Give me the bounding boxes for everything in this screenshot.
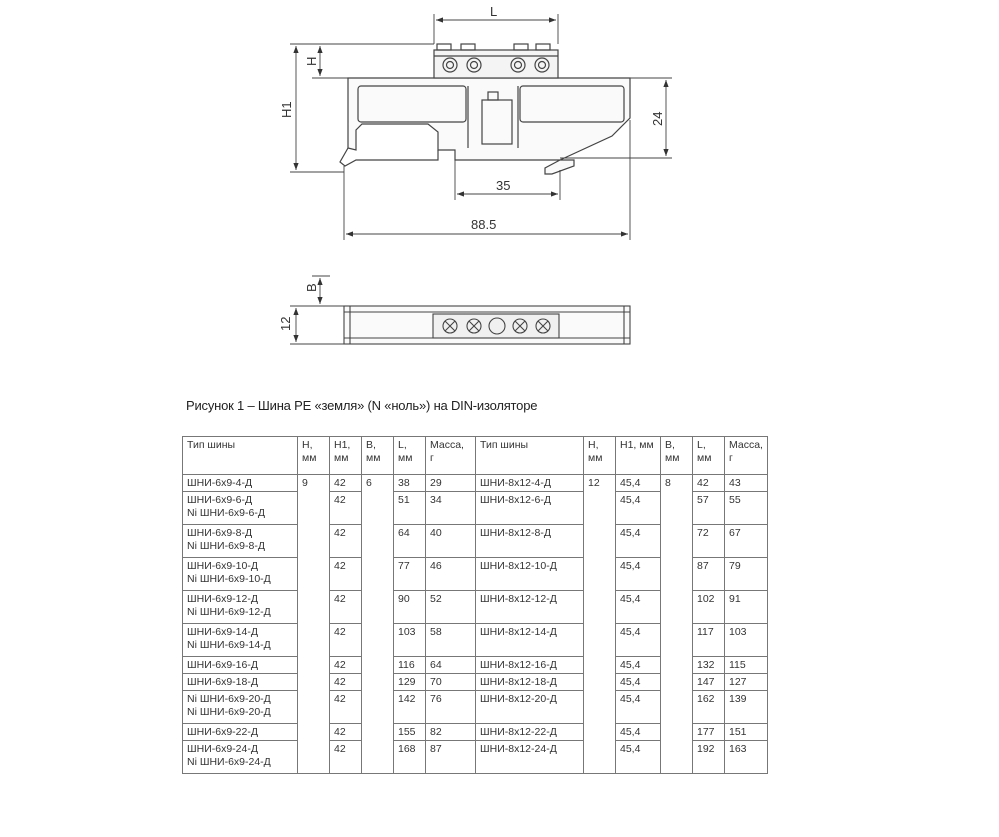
cell-l-left: 116: [394, 657, 426, 674]
header-mass-left: Масса, г: [426, 437, 476, 475]
cell-type-left: ШНИ-6х9-8-Д Ni ШНИ-6х9-8-Д: [183, 525, 298, 558]
cell-l-left: 77: [394, 558, 426, 591]
cell-b-left: 6: [362, 475, 394, 774]
cell-l-left: 51: [394, 492, 426, 525]
cell-l-right: 87: [693, 558, 725, 591]
header-h-left: H, мм: [298, 437, 330, 475]
cell-l-right: 192: [693, 741, 725, 774]
header-type-right: Тип шины: [476, 437, 584, 475]
cell-h1-left: 42: [330, 558, 362, 591]
top-view: [344, 306, 630, 344]
header-h-right: H, мм: [584, 437, 616, 475]
cell-h1-left: 42: [330, 724, 362, 741]
cell-type-left: ШНИ-6х9-12-Д Ni ШНИ-6х9-12-Д: [183, 591, 298, 624]
cell-mass-right: 55: [725, 492, 768, 525]
cell-mass-left: 87: [426, 741, 476, 774]
cell-mass-left: 58: [426, 624, 476, 657]
dim-label-12: 12: [278, 316, 293, 331]
cell-mass-left: 76: [426, 691, 476, 724]
cell-type-left: ШНИ-6х9-18-Д: [183, 674, 298, 691]
header-h1-right: H1, мм: [616, 437, 661, 475]
cell-l-right: 42: [693, 475, 725, 492]
screw-head: [514, 44, 528, 50]
busbar-block: [434, 50, 558, 78]
cell-h1-left: 42: [330, 657, 362, 674]
cell-h1-right: 45,4: [616, 674, 661, 691]
figure-caption: Рисунок 1 – Шина PE «земля» (N «ноль») на DIN-изоляторе: [186, 398, 538, 413]
cell-type-right: ШНИ-8х12-4-Д: [476, 475, 584, 492]
cell-h-right: 12: [584, 475, 616, 774]
cell-h1-right: 45,4: [616, 591, 661, 624]
cell-type-right: ШНИ-8х12-10-Д: [476, 558, 584, 591]
cell-h1-right: 45,4: [616, 558, 661, 591]
cell-type-left: ШНИ-6х9-4-Д: [183, 475, 298, 492]
cell-h1-left: 42: [330, 591, 362, 624]
dim-label-H: H: [304, 56, 319, 66]
cell-type-right: ШНИ-8х12-20-Д: [476, 691, 584, 724]
cell-type-left: ШНИ-6х9-22-Д: [183, 724, 298, 741]
cell-h1-right: 45,4: [616, 657, 661, 674]
cell-h1-right: 45,4: [616, 741, 661, 774]
cell-l-left: 38: [394, 475, 426, 492]
header-b-right: B, мм: [661, 437, 693, 475]
cell-l-right: 102: [693, 591, 725, 624]
cell-mass-right: 43: [725, 475, 768, 492]
cell-type-left: ШНИ-6х9-6-Д Ni ШНИ-6х9-6-Д: [183, 492, 298, 525]
cell-l-right: 147: [693, 674, 725, 691]
cell-type-right: ШНИ-8х12-14-Д: [476, 624, 584, 657]
dim-label-H1: H1: [279, 101, 294, 118]
cell-type-left: ШНИ-6х9-10-Д Ni ШНИ-6х9-10-Д: [183, 558, 298, 591]
cell-type-right: ШНИ-8х12-24-Д: [476, 741, 584, 774]
dim-label-35: 35: [496, 178, 511, 193]
cell-mass-left: 46: [426, 558, 476, 591]
table-row: [183, 475, 768, 492]
cell-h1-left: 42: [330, 624, 362, 657]
cell-mass-right: 139: [725, 691, 768, 724]
cell-type-left: ШНИ-6х9-16-Д: [183, 657, 298, 674]
cell-mass-left: 52: [426, 591, 476, 624]
screw-head: [536, 44, 550, 50]
front-view: [340, 44, 630, 174]
dim-label-24: 24: [650, 111, 665, 126]
header-mass-right: Масса, г: [725, 437, 768, 475]
cell-l-right: 132: [693, 657, 725, 674]
cell-mass-left: 82: [426, 724, 476, 741]
technical-drawing: [0, 0, 999, 395]
cell-mass-right: 91: [725, 591, 768, 624]
screw-head: [437, 44, 451, 50]
cell-h1-left: 42: [330, 741, 362, 774]
cell-h1-right: 45,4: [616, 624, 661, 657]
cell-h1-right: 45,4: [616, 525, 661, 558]
cell-mass-right: 67: [725, 525, 768, 558]
din-hook-left: [340, 148, 438, 166]
table-header-row: [183, 437, 768, 475]
cell-h1-left: 42: [330, 525, 362, 558]
cell-mass-right: 127: [725, 674, 768, 691]
cell-l-right: 162: [693, 691, 725, 724]
cell-mass-right: 163: [725, 741, 768, 774]
dim-label-B: B: [304, 283, 319, 292]
cell-h1-left: 42: [330, 691, 362, 724]
cell-type-right: ШНИ-8х12-8-Д: [476, 525, 584, 558]
cell-l-right: 177: [693, 724, 725, 741]
header-b-left: B, мм: [362, 437, 394, 475]
cell-h1-left: 42: [330, 475, 362, 492]
cell-type-right: ШНИ-8х12-12-Д: [476, 591, 584, 624]
dim-label-L: L: [490, 4, 498, 19]
cell-l-left: 129: [394, 674, 426, 691]
cell-mass-right: 79: [725, 558, 768, 591]
cell-h1-left: 42: [330, 492, 362, 525]
cell-type-right: ШНИ-8х12-22-Д: [476, 724, 584, 741]
header-h1-left: H1, мм: [330, 437, 362, 475]
cell-l-left: 155: [394, 724, 426, 741]
header-l-left: L, мм: [394, 437, 426, 475]
cell-l-right: 57: [693, 492, 725, 525]
cell-mass-left: 70: [426, 674, 476, 691]
cell-l-right: 117: [693, 624, 725, 657]
cell-l-left: 64: [394, 525, 426, 558]
cell-mass-left: 34: [426, 492, 476, 525]
header-l-right: L, мм: [693, 437, 725, 475]
header-type-left: Тип шины: [183, 437, 298, 475]
cell-l-left: 103: [394, 624, 426, 657]
cell-l-left: 168: [394, 741, 426, 774]
cell-type-left: Ni ШНИ-6х9-20-Д Ni ШНИ-6х9-20-Д: [183, 691, 298, 724]
cell-h1-right: 45,4: [616, 492, 661, 525]
cell-mass-left: 40: [426, 525, 476, 558]
cell-type-right: ШНИ-8х12-6-Д: [476, 492, 584, 525]
spec-table: [182, 436, 768, 774]
cell-h-left: 9: [298, 475, 330, 774]
screw-head: [461, 44, 475, 50]
cell-mass-right: 151: [725, 724, 768, 741]
cell-type-right: ШНИ-8х12-16-Д: [476, 657, 584, 674]
cell-type-right: ШНИ-8х12-18-Д: [476, 674, 584, 691]
cell-h1-left: 42: [330, 674, 362, 691]
cell-h1-right: 45,4: [616, 475, 661, 492]
cell-h1-right: 45,4: [616, 724, 661, 741]
cell-l-left: 142: [394, 691, 426, 724]
dim-label-88-5: 88.5: [471, 217, 497, 232]
cell-mass-right: 115: [725, 657, 768, 674]
cell-l-right: 72: [693, 525, 725, 558]
cell-mass-left: 64: [426, 657, 476, 674]
cell-b-right: 8: [661, 475, 693, 774]
cell-l-left: 90: [394, 591, 426, 624]
cell-h1-right: 45,4: [616, 691, 661, 724]
cell-mass-right: 103: [725, 624, 768, 657]
cell-type-left: ШНИ-6х9-24-Д Ni ШНИ-6х9-24-Д: [183, 741, 298, 774]
cell-mass-left: 29: [426, 475, 476, 492]
cell-type-left: ШНИ-6х9-14-Д Ni ШНИ-6х9-14-Д: [183, 624, 298, 657]
